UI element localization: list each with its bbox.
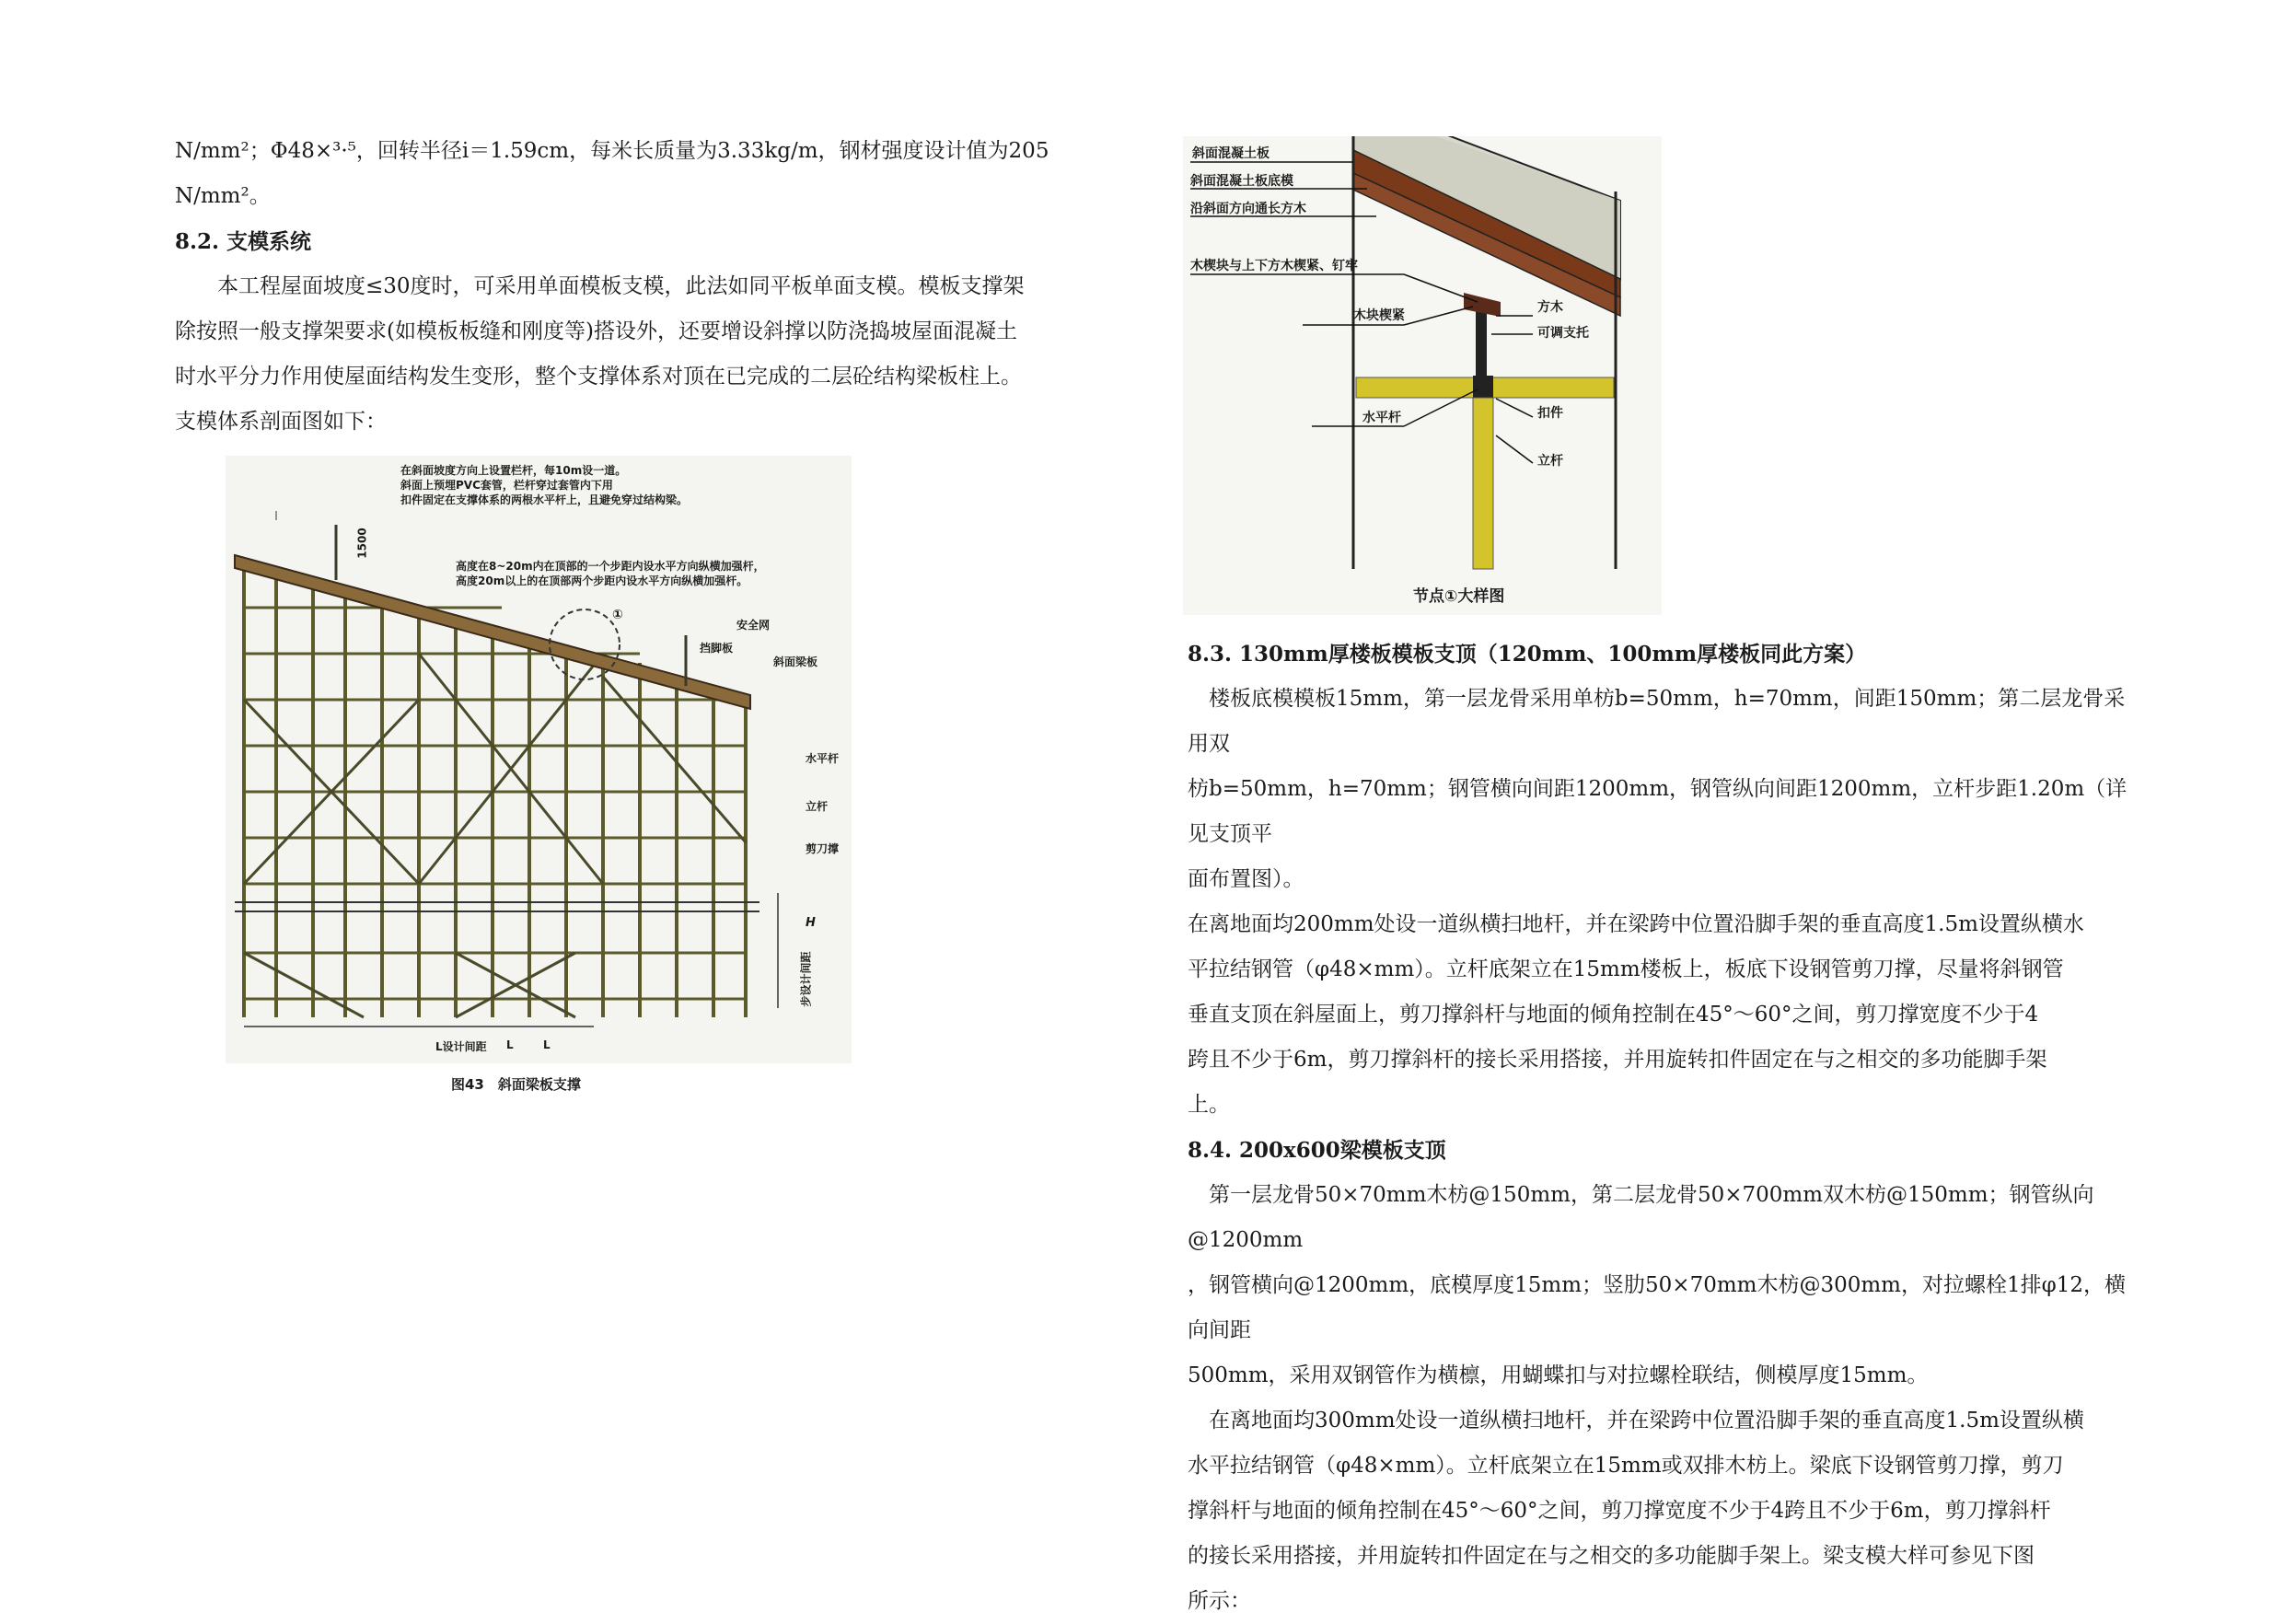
text-line: 500mm，采用双钢管作为横檩，用蝴蝶扣与对拉螺栓联结，侧模厚度15mm。 <box>1188 1363 1929 1387</box>
label-adjustable-support: 可调支托 <box>1537 326 1589 341</box>
note-line: 斜面上预埋PVC套管，栏杆穿过套管内下用 <box>400 479 613 492</box>
label-wedge-timber: 木楔块与上下方木楔紧、钉牢 <box>1190 259 1358 273</box>
note-line: 在斜面坡度方向上设置栏杆，每10m设一道。 <box>400 464 627 477</box>
text-line: 楼板底模模板15mm，第一层龙骨采用单枋b=50mm，h=70mm，间距150mm；第二层龙骨采用双 <box>1188 687 2126 756</box>
label-scissor-brace: 剪刀撑 <box>806 842 840 855</box>
note-line: 高度20m以上的在顶部两个步距内设水平方向纵横加强杆。 <box>456 574 748 587</box>
label-wood-block: 木块楔紧 <box>1353 308 1405 323</box>
label-step-spacing: 步设计间距 <box>799 951 813 1007</box>
note-line: 扣件固定在支撑体系的两根水平杆上，且避免穿过结构梁。 <box>400 493 689 506</box>
text-line: 在离地面均200mm处设一道纵横扫地杆，并在梁跨中位置沿脚手架的垂直高度1.5m设置纵横水 <box>1188 912 2084 936</box>
scaffold-section-figure <box>226 456 852 1100</box>
section-heading-8-2: 8.2. 支模系统 <box>175 229 312 254</box>
label-coupler: 扣件 <box>1537 406 1563 421</box>
text-line: 枋b=50mm，h=70mm；钢管横向间距1200mm，钢管纵向间距1200mm，立杆步距1.20m（详见支顶平 <box>1188 777 2127 846</box>
text-line: 平拉结钢管（φ48×mm）。立杆底架立在15mm楼板上，板底下设钢管剪刀撑，尽量将斜钢管 <box>1188 957 2064 981</box>
note-line: 高度在8~20m内在顶部的一个步距内设水平方向纵横加强杆， <box>456 560 765 573</box>
text-line: 时水平分力作用使屋面结构发生变形，整个支撑体系对顶在已完成的二层砼结构梁板柱上。 <box>175 365 1022 389</box>
text-line: 的接长采用搭接，并用旋转扣件固定在与之相交的多功能脚手架上。梁支模大样可参见下图 <box>1188 1544 2035 1568</box>
right-column <box>1188 632 2145 1624</box>
section-heading-8-3: 8.3. 130mm厚楼板模板支顶（120mm、100mm厚楼板同此方案） <box>1188 642 1867 667</box>
text-line: 撑斜杆与地面的倾角控制在45°～60°之间，剪刀撑宽度不少于4跨且不少于6m，剪刀撑斜杆 <box>1188 1499 2051 1523</box>
figure-note-2 <box>456 559 765 588</box>
label-safety-net: 安全网 <box>736 619 771 632</box>
text-line: 垂直支顶在斜屋面上，剪刀撑斜杆与地面的倾角控制在45°～60°之间，剪刀撑宽度不少于4 <box>1188 1003 2039 1027</box>
label-horizontal-bar: 水平杆 <box>1362 411 1401 425</box>
figure-caption: 图43 斜面梁板支撑 <box>451 1076 581 1093</box>
text-line: 上。 <box>1188 1093 1230 1117</box>
label-L: L <box>506 1038 514 1051</box>
scaffold-section-drawing <box>226 456 852 1100</box>
text-line: N/mm²。 <box>175 184 271 208</box>
text-line: N/mm²；Φ48×³·⁵，回转半径i＝1.59cm，每米长质量为3.33kg/m，钢材强度设计值为205 <box>175 139 1049 163</box>
text-line: 本工程屋面坡度≤30度时，可采用单面模板支模，此法如同平板单面支模。模板支撑架 <box>175 274 1025 298</box>
label-timber: 方木 <box>1537 300 1563 315</box>
label-toe-board: 挡脚板 <box>700 642 734 655</box>
label-concrete-slab: 斜面混凝土板 <box>1192 146 1270 161</box>
label-slope-slab: 斜面梁板 <box>773 655 818 668</box>
figure-note-1 <box>400 463 688 507</box>
detail-circle-label: ① <box>612 608 623 622</box>
section-heading-8-4: 8.4. 200x600梁模板支顶 <box>1188 1138 1446 1163</box>
text-line: 面布置图）。 <box>1188 867 1304 891</box>
label-L: L <box>543 1038 551 1051</box>
text-line: 支模体系剖面图如下： <box>175 410 387 434</box>
label-long-timber: 沿斜面方向通长方木 <box>1190 202 1306 216</box>
left-column <box>175 129 1105 445</box>
label-H: H <box>806 916 816 930</box>
text-line: ，钢管横向@1200mm，底模厚度15mm；竖肋50×70mm木枋@300mm，对拉螺栓1排φ12，横向间距 <box>1188 1273 2126 1342</box>
text-line: 在离地面均300mm处设一道纵横扫地杆，并在梁跨中位置沿脚手架的垂直高度1.5m设置纵横 <box>1188 1409 2084 1433</box>
label-vertical-post: 立杆 <box>1537 454 1563 469</box>
text-line: 水平拉结钢管（φ48×mm）。立杆底架立在15mm或双排木枋上。梁底下设钢管剪刀撑，剪刀 <box>1188 1454 2064 1478</box>
label-slab-formwork: 斜面混凝土板底模 <box>1190 174 1293 189</box>
dimension-1500: 1500 <box>355 528 369 559</box>
text-line: 所示： <box>1188 1589 1251 1613</box>
label-L-spacing: L设计间距 <box>435 1040 487 1053</box>
text-line: 第一层龙骨50×70mm木枋@150mm，第二层龙骨50×700mm双木枋@150mm；钢管纵向@1200mm <box>1188 1183 2094 1252</box>
node-detail-figure <box>1183 136 1662 615</box>
text-line: 跨且不少于6m，剪刀撑斜杆的接长采用搭接，并用旋转扣件固定在与之相交的多功能脚手架 <box>1188 1048 2047 1072</box>
label-horizontal-bar: 水平杆 <box>806 752 840 765</box>
label-vertical-post: 立杆 <box>806 800 829 813</box>
text-line: 除按照一般支撑架要求(如模板板缝和刚度等)搭设外，还要增设斜撑以防浇捣坡屋面混凝土 <box>175 319 1017 343</box>
figure-caption: 节点①大样图 <box>1413 587 1505 606</box>
